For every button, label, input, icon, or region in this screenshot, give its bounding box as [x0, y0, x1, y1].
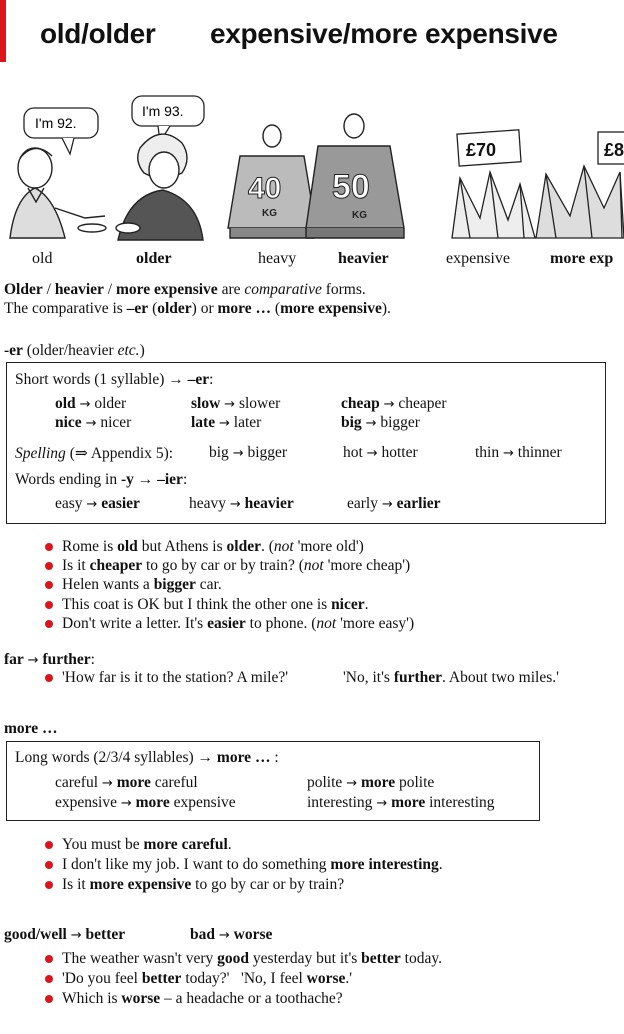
good-example-2: 'Do you feel better today?' 'No, I feel worse.' — [62, 970, 353, 987]
caption-expensive: expensive — [446, 250, 510, 267]
weight-1-value: 40 — [248, 172, 282, 205]
price-tag-70: £70 — [466, 140, 497, 160]
more-pair-expensive: expensive → more expensive — [55, 794, 236, 811]
pair-big: big → bigger — [341, 414, 420, 431]
ending-y-rule: Words ending in -y → –ier: — [15, 471, 188, 488]
pair-slow: slow → slower — [191, 395, 281, 412]
more-pair-interesting: interesting → more interesting — [307, 794, 495, 811]
pair-nice: nice → nicer — [55, 414, 132, 431]
er-example-5: Don't write a letter. It's easier to phone. (not 'more easy') — [62, 615, 415, 632]
more-heading: more … — [4, 720, 58, 737]
spelling-rule: Spelling (⇒ Appendix 5): — [15, 445, 174, 462]
bubble-1-text: I'm 92. — [35, 115, 77, 131]
caption-old: old — [32, 250, 53, 267]
intro-line-2: The comparative is –er (older) or more … (more expensive). — [4, 300, 391, 317]
pair-old: old → older — [55, 395, 127, 412]
long-words-rule: Long words (2/3/4 syllables) → more … : — [15, 749, 279, 766]
intro-line-1: Older / heavier / more expensive are comparative forms. — [4, 281, 366, 298]
more-example-2: I don't like my job. I want to do something more interesting. — [62, 856, 443, 873]
title-expensive: expensive/more expensive — [210, 18, 558, 49]
more-pair-polite: polite → more polite — [307, 774, 435, 791]
speech-bubble-1 — [24, 108, 98, 154]
er-heading: -er (older/heavier etc.) — [4, 342, 145, 359]
er-rules-box — [6, 362, 606, 524]
weight-2-unit: KG — [352, 210, 367, 221]
far-example-answer: 'No, it's further. About two miles.' — [343, 669, 559, 686]
caption-heavy: heavy — [258, 250, 297, 267]
bubble-2-text: I'm 93. — [142, 103, 184, 119]
title-old-older: old/older — [40, 18, 156, 49]
spelling-big: big → bigger — [209, 444, 288, 461]
weight-50kg — [306, 114, 404, 238]
red-accent-bar — [0, 0, 6, 62]
spelling-thin: thin → thinner — [475, 444, 562, 461]
price-tag-8: £8 — [604, 140, 624, 160]
weight-1-unit: KG — [262, 208, 277, 219]
er-example-3: Helen wants a bigger car. — [62, 576, 222, 593]
er-example-4: This coat is OK but I think the other one is nicer. — [62, 596, 369, 613]
caption-older: older — [136, 250, 172, 267]
er-example-1: Rome is old but Athens is older. (not 'more old') — [62, 538, 364, 555]
old-man-drawing — [10, 148, 106, 238]
weight-2-value: 50 — [332, 168, 370, 206]
caption-more-expensive: more exp — [550, 250, 614, 267]
more-pair-careful: careful → more careful — [55, 774, 198, 791]
bad-worse-heading: bad → worse — [190, 926, 273, 943]
good-bad-heading: good/well → better — [4, 926, 126, 943]
weight-40kg — [228, 125, 316, 238]
far-further-heading: far → further: — [4, 651, 95, 668]
pair-cheap: cheap → cheaper — [341, 395, 447, 412]
more-rules-box — [6, 741, 540, 821]
spelling-hot: hot → hotter — [343, 444, 418, 461]
old-woman-drawing — [116, 134, 203, 240]
er-example-2: Is it cheaper to go by car or by train? (not 'more cheap') — [62, 557, 411, 574]
opera-house-expensive — [536, 132, 624, 238]
y-pair-heavy: heavy → heavier — [189, 495, 294, 512]
y-pair-easy: easy → easier — [55, 495, 140, 512]
caption-heavier: heavier — [338, 250, 389, 267]
pair-late: late → later — [191, 414, 262, 431]
illustration-strip — [0, 88, 624, 246]
more-example-3: Is it more expensive to go by car or by train? — [62, 876, 345, 893]
more-example-1: You must be more careful. — [62, 836, 232, 853]
short-words-rule: Short words (1 syllable) → –er: — [15, 371, 214, 388]
good-example-1: The weather wasn't very good yesterday but it's better today. — [62, 950, 442, 967]
good-example-3: Which is worse – a headache or a toothache? — [62, 990, 343, 1007]
y-pair-early: early → earlier — [347, 495, 441, 512]
opera-house-cheap — [452, 130, 535, 238]
far-example: 'How far is it to the station? A mile?' — [62, 669, 288, 686]
